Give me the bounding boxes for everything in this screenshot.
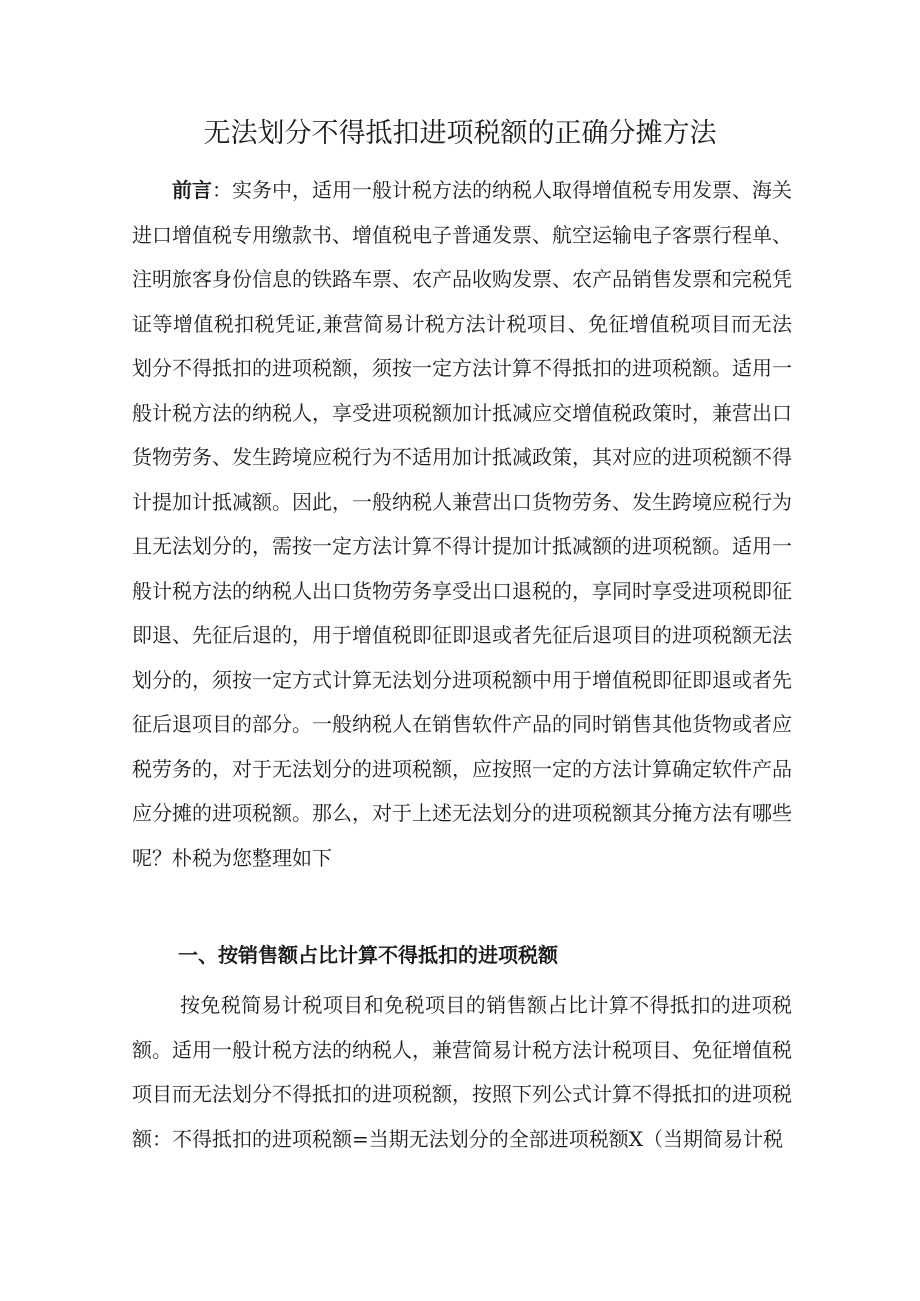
section-paragraph: 按免税简易计税项目和免税项目的销售额占比计算不得抵扣的进项税额。适用一般计税方法的纳税人，兼营简易计税方法计税项目、免征增值税项目而无法划分不得抵扣的进项税额，按照下列公式计算不得抵扣的进项税额：不得抵扣的进项税额=当期无法划分的全部进项税额X（当期简易计税 [132, 993, 792, 1151]
intro-paragraph [132, 168, 792, 880]
intro-lead: 前言 [172, 178, 212, 202]
intro-text: ：实务中，适用一般计税方法的纳税人取得增值税专用发票、海关进口增值税专用缴款书、增值税电子普通发票、航空运输电子客票行程单、注明旅客身份信息的铁路车票、农产品收购发票、农产品销售发票和完税凭证等增值税扣税凭证,兼营简易计税方法计税项目、免征增值税项目而无法划分不得抵扣的进项税额，须按一定方法计算不得抵扣的进项税额。适用一般计税方法的纳税人，享受进项税额加计抵减应交增值税政策时，兼营出口货物劳务、发生跨境应税行为不适用加计抵减政策，其对应的进项税额不得计提加计抵减额。因此，一般纳税人兼营出口货物劳务、发生跨境应税行为且无法划分的，需按一定方法计算不得计提加计抵减额的进项税额。适用一般计税方法的纳税人出口货物劳务享受出口退税的，享同时享受进项税即征即退、先征后退的，用于增值税即征即退或者先征后退项目的进项税额无法划分的，须按一定方式计算无法划分进项税额中用于增值税即征即退或者先征后退项目的部分。一般纳税人在销售软件产品的同时销售其他货物或者应税劳务的，对于无法划分的进项税额，应按照一定的方法计算确定软件产品应分摊的进项税额。那么，对于上述无法划分的进项税额其分掩方法有哪些呢？朴税为您整理如下 [132, 178, 792, 870]
document-title: 无法划分不得抵扣进项税额的正确分摊方法 [203, 118, 717, 149]
section-heading: 一、按销售额占比计算不得抵扣的进项税额 [178, 943, 558, 967]
